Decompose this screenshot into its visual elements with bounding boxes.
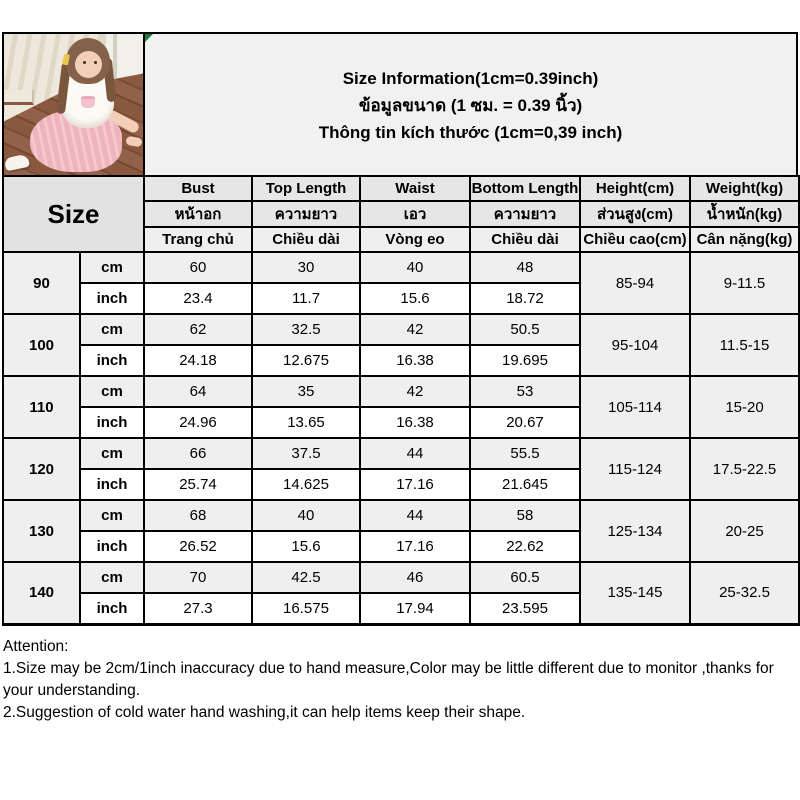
photo-eye-art [83, 61, 86, 64]
header-height-th: ส่วนสูง(cm) [580, 201, 690, 227]
attention-line-1: 1.Size may be 2cm/1inch inaccuracy due to hand measure,Color may be little different due to monitor ,thanks for your understanding. [3, 660, 774, 699]
header-height-en: Height(cm) [580, 176, 690, 201]
value-cell: 44 [360, 438, 470, 469]
value-cell: 27.3 [144, 593, 252, 624]
value-cell: 23.595 [470, 593, 580, 624]
header-top-length-th: ความยาว [252, 201, 360, 227]
value-cell: 24.18 [144, 345, 252, 376]
photo-stairs-art [4, 90, 34, 105]
value-cell: 12.675 [252, 345, 360, 376]
attention-heading: Attention: [3, 638, 69, 655]
value-cell: 22.62 [470, 531, 580, 562]
size-header: Size [3, 176, 144, 252]
unit-cell: inch [80, 593, 144, 624]
value-cell: 15.6 [360, 283, 470, 314]
unit-cell: inch [80, 283, 144, 314]
title-cell [145, 34, 796, 175]
unit-cell: inch [80, 407, 144, 438]
weight-cell: 20-25 [690, 500, 799, 562]
product-photo [4, 34, 145, 175]
value-cell: 60.5 [470, 562, 580, 593]
value-cell: 37.5 [252, 438, 360, 469]
value-cell: 46 [360, 562, 470, 593]
header-weight-en: Weight(kg) [690, 176, 799, 201]
unit-cell: cm [80, 500, 144, 531]
weight-cell: 25-32.5 [690, 562, 799, 624]
height-cell: 85-94 [580, 252, 690, 314]
size-chart-sheet [2, 32, 798, 626]
value-cell: 32.5 [252, 314, 360, 345]
header-top-length-en: Top Length [252, 176, 360, 201]
value-cell: 26.52 [144, 531, 252, 562]
unit-cell: cm [80, 314, 144, 345]
unit-cell: inch [80, 469, 144, 500]
value-cell: 17.16 [360, 531, 470, 562]
header-bust-vi: Trang chủ [144, 227, 252, 252]
value-cell: 53 [470, 376, 580, 407]
value-cell: 24.96 [144, 407, 252, 438]
value-cell: 66 [144, 438, 252, 469]
value-cell: 70 [144, 562, 252, 593]
header-top-length-vi: Chiều dài [252, 227, 360, 252]
value-cell: 44 [360, 500, 470, 531]
attention-section [0, 634, 798, 726]
size-cell: 100 [3, 314, 80, 376]
size-cell: 110 [3, 376, 80, 438]
height-cell: 95-104 [580, 314, 690, 376]
value-cell: 42.5 [252, 562, 360, 593]
value-cell: 21.645 [470, 469, 580, 500]
size-cell: 130 [3, 500, 80, 562]
header-waist-en: Waist [360, 176, 470, 201]
value-cell: 64 [144, 376, 252, 407]
size-cell: 90 [3, 252, 80, 314]
title-line-vi: Thông tin kích thước (1cm=0,39 inch) [318, 122, 623, 142]
value-cell: 62 [144, 314, 252, 345]
unit-cell: cm [80, 562, 144, 593]
value-cell: 40 [360, 252, 470, 283]
header-bust-th: หน้าอก [144, 201, 252, 227]
size-table [2, 175, 800, 626]
value-cell: 16.575 [252, 593, 360, 624]
unit-cell: inch [80, 345, 144, 376]
title-line-en: Size Information(1cm=0.39inch) [342, 68, 599, 88]
value-cell: 35 [252, 376, 360, 407]
photo-face-art [75, 51, 102, 78]
value-cell: 23.4 [144, 283, 252, 314]
attention-line-2: 2.Suggestion of cold water hand washing,it can help items keep their shape. [3, 704, 526, 721]
value-cell: 17.94 [360, 593, 470, 624]
value-cell: 11.7 [252, 283, 360, 314]
value-cell: 18.72 [470, 283, 580, 314]
value-cell: 42 [360, 314, 470, 345]
weight-cell: 15-20 [690, 376, 799, 438]
value-cell: 14.625 [252, 469, 360, 500]
size-cell: 140 [3, 562, 80, 624]
header-weight-th: น้ำหนัก(kg) [690, 201, 799, 227]
value-cell: 58 [470, 500, 580, 531]
unit-cell: cm [80, 376, 144, 407]
value-cell: 48 [470, 252, 580, 283]
height-cell: 115-124 [580, 438, 690, 500]
header-height-vi: Chiều cao(cm) [580, 227, 690, 252]
header-bottom-length-en: Bottom Length [470, 176, 580, 201]
header-bottom-length-vi: Chiều dài [470, 227, 580, 252]
size-cell: 120 [3, 438, 80, 500]
value-cell: 16.38 [360, 345, 470, 376]
weight-cell: 17.5-22.5 [690, 438, 799, 500]
value-cell: 20.67 [470, 407, 580, 438]
value-cell: 50.5 [470, 314, 580, 345]
height-cell: 125-134 [580, 500, 690, 562]
value-cell: 40 [252, 500, 360, 531]
value-cell: 17.16 [360, 469, 470, 500]
height-cell: 105-114 [580, 376, 690, 438]
header-weight-vi: Cân nặng(kg) [690, 227, 799, 252]
weight-cell: 9-11.5 [690, 252, 799, 314]
header-waist-vi: Vòng eo [360, 227, 470, 252]
title-line-th: ข้อมูลขนาด (1 ซม. = 0.39 นิ้ว) [358, 95, 583, 115]
photo-shirt-print-art [81, 96, 95, 108]
weight-cell: 11.5-15 [690, 314, 799, 376]
value-cell: 30 [252, 252, 360, 283]
value-cell: 60 [144, 252, 252, 283]
header-waist-th: เอว [360, 201, 470, 227]
unit-cell: inch [80, 531, 144, 562]
value-cell: 42 [360, 376, 470, 407]
unit-cell: cm [80, 438, 144, 469]
value-cell: 13.65 [252, 407, 360, 438]
value-cell: 68 [144, 500, 252, 531]
header-bust-en: Bust [144, 176, 252, 201]
height-cell: 135-145 [580, 562, 690, 624]
header-banner [2, 32, 798, 175]
value-cell: 19.695 [470, 345, 580, 376]
cell-corner-marker-icon [145, 34, 153, 42]
value-cell: 16.38 [360, 407, 470, 438]
header-bottom-length-th: ความยาว [470, 201, 580, 227]
value-cell: 25.74 [144, 469, 252, 500]
value-cell: 55.5 [470, 438, 580, 469]
unit-cell: cm [80, 252, 144, 283]
photo-eye-art [94, 61, 97, 64]
value-cell: 15.6 [252, 531, 360, 562]
